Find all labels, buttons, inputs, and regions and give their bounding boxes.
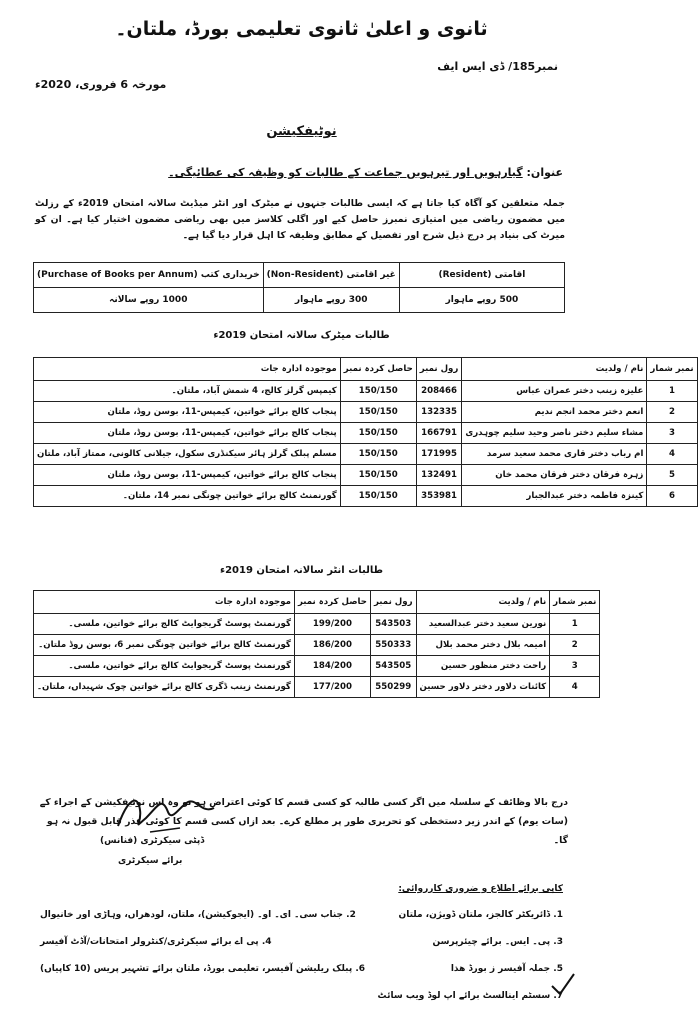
col-marks: حاصل کردہ نمبر [294,591,370,614]
signatory-title: ڈپٹی سیکرٹری (فنانس) [100,836,205,846]
copy-heading: کاپی برائے اطلاع و ضروری کارروائی: [398,884,563,894]
table-row: 3 مشاء سلیم دختر ناصر وحید سلیم چوہدری 166791 150/150 پنجاب کالج برائے خواتین، کیمپس-11، بوسن روڈ، ملتان [34,423,698,444]
matric-header-row [34,358,698,381]
rates-value-row [34,288,565,313]
table-row: 3 راحت دختر منظور حسین 543505 184/200 گورنمنٹ پوسٹ گریجوایٹ کالج برائے خواتین، ملسی۔ [34,656,600,677]
col-roll: رول نمبر [416,358,462,381]
table-row: 2 امیمہ بلال دختر محمد بلال 550333 186/200 گورنمنٹ کالج برائے خواتین چونگی نمبر 6، بوسن روڈ ملتان۔ [34,635,600,656]
closing-paragraph: درج بالا وظائف کے سلسلہ میں اگر کسی طالبہ کو کسی قسم کا کوئی اعتراض ہو تو وہ اس نوٹیفکیشن کے اجراء کے (سات یوم) کے اندر زیر دستخطی کو تحریری طور پر مطلع کرے۔ بعد ازاں کسی قسم کا کوئی عذر قابل قبول نہ ہو گا۔ [39,797,568,846]
issue-date: مورخہ 6 فروری، 2020ء [35,78,167,91]
matric-table [33,357,698,507]
rates-header-resident: اقامتی (Resident) [399,263,564,288]
inter-table [33,590,600,698]
rate-nonresident: 300 روپے ماہوار [263,288,399,313]
rates-header-row [34,263,565,288]
inter-section-title: طالبات انٹر سالانہ امتحان 2019ء [219,565,384,576]
table-row: 5 زہرہ فرقان دختر فرقان محمد خان 132491 150/150 پنجاب کالج برائے خواتین، کیمپس-11، بوسن روڈ، ملتان [34,465,698,486]
table-row: 1 علیزہ زینب دختر عمران عباس 208466 150/150 کیمپس گرلز کالج، 4 شمش آباد، ملتان۔ [34,381,698,402]
board-title: ثانوی و اعلیٰ ثانوی تعلیمی بورڈ، ملتان۔ [115,18,488,40]
col-name: نام / ولدیت [416,591,550,614]
rate-resident: 500 روپے ماہوار [399,288,564,313]
notification-heading: نوٹیفکیشن [266,124,337,139]
reference-number: نمبر185/ ڈی ایس ایف [437,60,558,73]
copy-item-6: 6. پبلک ریلیشن آفیسر، تعلیمی بورڈ، ملتان برائے تشہیر پریس (10 کاپیاں) [40,964,366,974]
rates-header-books: خریداری کتب (Purchase of Books per Annum) [34,263,264,288]
stipend-rates-table [33,262,565,313]
col-institution: موجودہ ادارہ جات [34,358,341,381]
copy-item-4: 4. پی اے برائے سیکرٹری/کنٹرولر امتحانات/آڈٹ آفیسر [40,937,272,947]
rates-header-nonresident: غیر اقامتی (Non-Resident) [263,263,399,288]
table-row: 2 انعم دختر محمد انجم ندیم 132335 150/150 پنجاب کالج برائے خواتین، کیمپس-11، بوسن روڈ، ملتان [34,402,698,423]
table-row: 6 کینزہ فاطمہ دختر عبدالجبار 353981 150/150 گورنمنٹ کالج برائے خواتین چونگی نمبر 14، ملتان۔ [34,486,698,507]
matric-section-title: طالبات میٹرک سالانہ امتحان 2019ء [213,330,390,341]
copy-item-1: 1. ڈائریکٹر کالجز، ملتان ڈویژن، ملتان [398,910,563,920]
copy-item-2: 2. جناب سی۔ ای۔ او۔ (ایجوکیشن)، ملتان، لودھراں، وہاڑی اور خانیوال [40,910,356,920]
subject-text: گیارہویں اور تیرہویں جماعت کے طالبات کو وظیفہ کی عطائیگی۔ [168,166,523,179]
signatory-for: برائے سیکرٹری [118,856,183,866]
col-roll: رول نمبر [370,591,416,614]
col-name: نام / ولدیت [462,358,647,381]
col-serial: نمبر شمار [550,591,600,614]
copy-item-5: 5. جملہ آفیسر ز بورڈ ھذا [450,964,563,974]
copy-item-7: 7. سسٹم اینالسٹ برائے اپ لوڈ ویب سائٹ [377,991,563,1001]
copy-item-3: 3. پی۔ ایس۔ برائے چیئرپرسن [432,937,563,947]
col-marks: حاصل کردہ نمبر [340,358,416,381]
check-mark-icon [548,970,578,1000]
col-institution: موجودہ ادارہ جات [34,591,295,614]
handwritten-signature [110,788,230,838]
col-serial: نمبر شمار [647,358,697,381]
subject-label: عنوان: [526,166,563,179]
table-row: 4 کائنات دلاور دختر دلاور حسین 550299 177/200 گورنمنٹ زینب ڈگری کالج برائے خواتین چوک شہیداں، ملتان۔ [34,677,600,698]
table-row: 4 ام رباب دختر قاری محمد سعید سرمد 171995 150/150 مسلم پبلک گرلز ہائر سیکنڈری سکول، جیلانی کالونی، ممتاز آباد، ملتان [34,444,698,465]
rate-books: 1000 روپے سالانہ [34,288,264,313]
table-row: 1 نورین سعید دختر عبدالسعید 543503 199/200 گورنمنٹ پوسٹ گریجوایٹ کالج برائے خواتین، ملسی۔ [34,614,600,635]
subject-line [168,166,563,179]
inter-header-row [34,591,600,614]
intro-paragraph: جملہ متعلقین کو آگاہ کیا جاتا ہے کہ ایسی طالبات جنہوں نے میٹرک اور انٹر میڈیٹ سالانہ امتحان 2019ء کے رزلٹ میں مضمون ریاضی میں امتیازی نمبرز حاصل کیے اور اگلی کلاسز میں بھی ریاضی مضمون اختیار کیا ہے۔ ان کو میرٹ کی بنیاد پر درج ذیل شرح اور تفصیل کے مطابق وظیفہ کا اہل قرار دیا گیا ہے۔ [35,198,565,241]
